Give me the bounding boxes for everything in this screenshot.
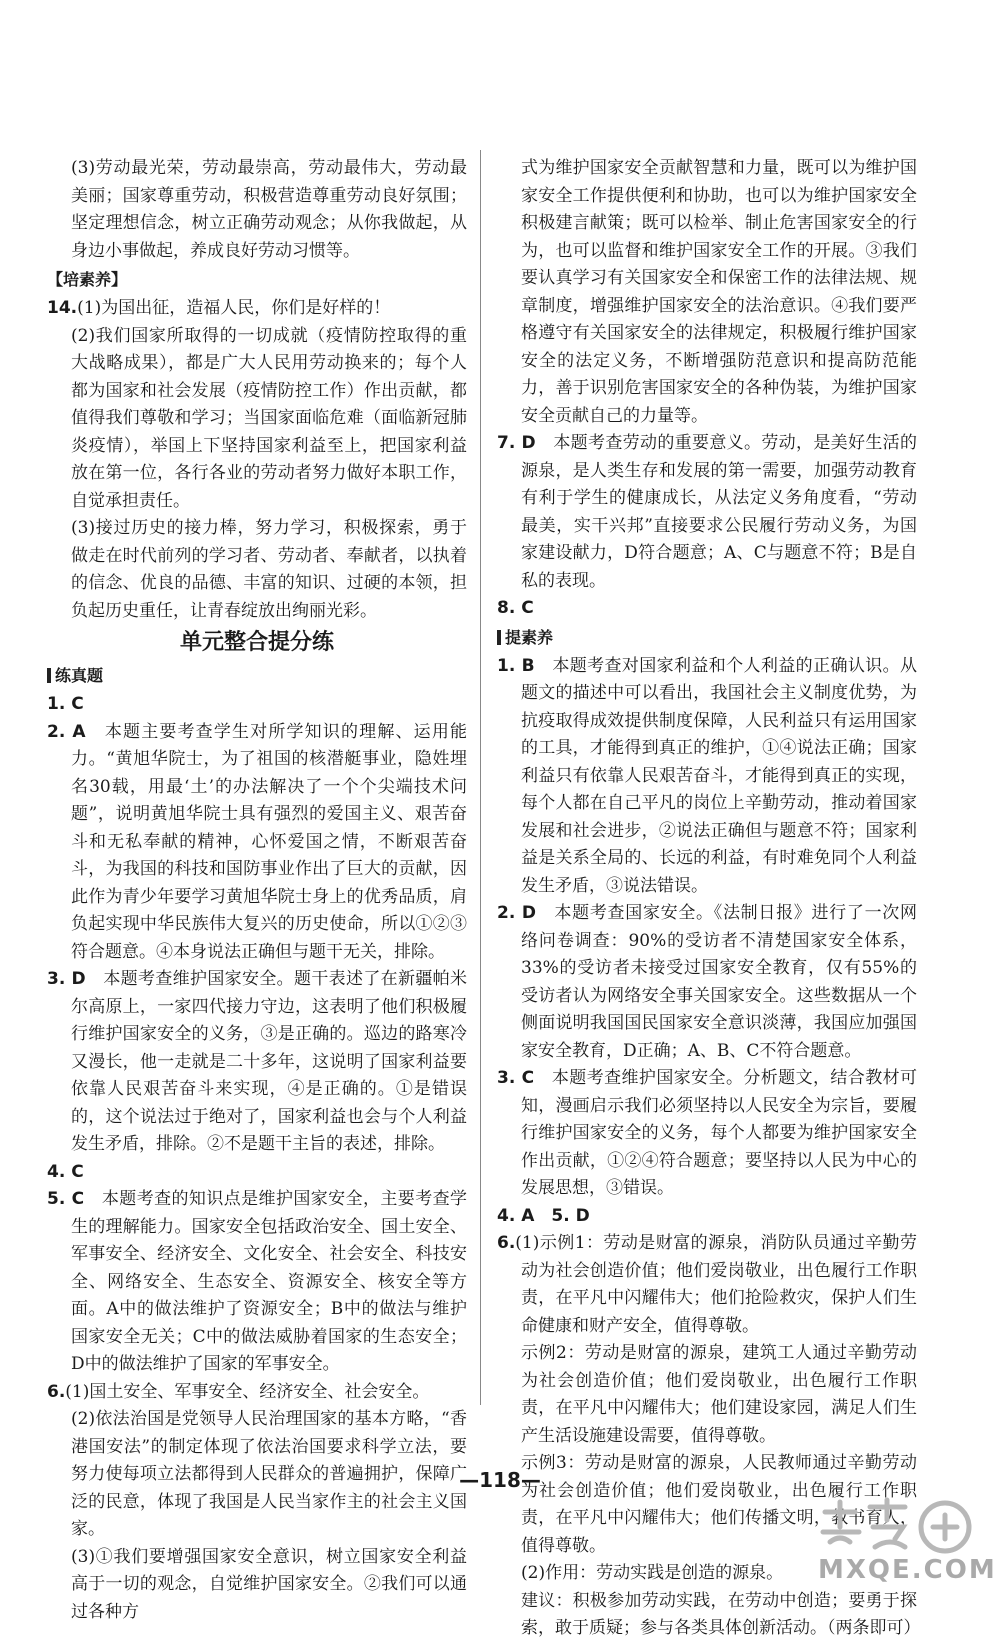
- right-column: [497, 155, 921, 1643]
- column-divider: [480, 150, 481, 1405]
- answer-text: 本题考查劳动的重要意义。劳动，是美好生活的源泉，是人类生存和发展的第一需要，加强劳动教育有利于学生的健康成长，从法定义务角度看，“劳动最美，实干兴邦”直接要求公民履行劳动义务，为国家建设献力，D符合题意；A、C与题意不符；B是自私的表现。: [521, 433, 917, 591]
- answer-text: 示例2：劳动是财富的源泉，建筑工人通过辛勤劳动为社会创造价值；他们爱岗敬业，出色履行工作职责，在平凡中闪耀伟大；他们建设家园，满足人们生产生活设施建设需要，值得尊敬。: [521, 1343, 917, 1446]
- answer-text: 本题考查维护国家安全。题干表述了在新疆帕米尔高原上，一家四代接力守边，这表明了他们积极履行维护国家安全的义务，③是正确的。巡边的路寒冷又漫长，他一走就是二十多年，这说明了国家利益要依靠人民艰苦奋斗来实现，④是正确的。①是错误的，这个说法过于绝对了，国家利益也会与个人利益发生矛盾，排除。②不是题干主旨的表述，排除。: [71, 969, 467, 1154]
- answer-paragraph: [497, 155, 917, 430]
- answer-item: [47, 719, 467, 967]
- heading-text: 练真题: [55, 666, 104, 685]
- answer-paragraph: [47, 1544, 467, 1627]
- answer-item: [47, 1159, 467, 1187]
- left-column: [47, 155, 467, 1626]
- answer-text: 本题主要考查学生对所学知识的理解、运用能力。“黄旭华院士，为了祖国的核潜艇事业，隐姓埋名30载，用最‘土’的办法解决了一个个尖端技术问题”，说明黄旭华院士具有强烈的爱国主义、艰苦奋斗和无私奉献的精神，心怀爱国之情，不断艰苦奋斗，为我国的科技和国防事业作出了巨大的贡献，因此作为青少年要学习黄旭华院士身上的优秀品质，肩负起实现中华民族伟大复兴的历史使命，所以①②③符合题意。④本身说法正确但与题干无关，排除。: [71, 721, 467, 962]
- answer-paragraph: [47, 155, 467, 265]
- subsection-heading: [47, 662, 467, 690]
- answer-text: 建议：积极参加劳动实践，在劳动中创造；要勇于探索，敢于质疑；参与各类具体创新活动。（两条即可）: [521, 1590, 921, 1638]
- question-number: 14.: [47, 298, 78, 318]
- answer-text: (1)为国出征，造福人民，你们是好样的！: [77, 298, 391, 318]
- question-number: 6.: [47, 1381, 66, 1402]
- subsection-heading: [47, 266, 467, 294]
- answer-text: (2)我们国家所取得的一切成就（疫情防控取得的重大战略成果），都是广大人民用劳动换来的；每个人都为国家和社会发展（疫情防控工作）作出贡献，都值得我们尊敬和学习；当国家面临危难（面临新冠肺炎疫情），举国上下坚持国家利益至上，把国家利益放在第一位，各行各业的劳动者努力做好本职工作，自觉承担责任。: [71, 325, 467, 511]
- answer-text: (2)作用：劳动实践是创造的源泉。: [521, 1563, 784, 1583]
- answer-item: [497, 1203, 917, 1231]
- answer-text: 本题考查的知识点是维护国家安全，主要考查学生的理解能力。国家安全包括政治安全、国土安全、军事安全、经济安全、文化安全、社会安全、科技安全、网络安全、生态安全、资源安全、核安全等方面。A中的做法维护了资源安全；B中的做法与维护国家安全无关；C中的做法威胁着国家的生态安全；D中的做法维护了国家的军事安全。: [71, 1189, 468, 1374]
- answer-item: [47, 1379, 467, 1407]
- answer-paragraph: [47, 515, 467, 625]
- answer-item: [497, 595, 917, 623]
- answer-paragraph: [47, 323, 467, 516]
- subsection-heading: [497, 624, 917, 652]
- answer-text: 示例3：劳动是财富的源泉，人民教师通过辛勤劳动为社会创造价值；他们爱岗敬业，出色履行工作职责，在平凡中闪耀伟大；他们传播文明，教书育人，值得尊敬。: [521, 1453, 917, 1556]
- answer-item: [47, 691, 467, 719]
- answer-text: (1)示例1：劳动是财富的源泉，消防队员通过辛勤劳动为社会创造价值；他们爱岗敬业，出色履行工作职责，在平凡中闪耀伟大；他们抢险救灾，保护人们生命健康和财产安全，值得尊敬。: [515, 1233, 917, 1336]
- answer-text: (2)依法治国是党领导人民治理国家的基本方略，“香港国安法”的制定体现了依法治国要求科学立法，要努力使每项立法都得到人民群众的普遍拥护，保障广泛的民意，体现了我国是人民当家作主的社会主义国家。: [71, 1409, 467, 1539]
- answer-item: [497, 430, 917, 595]
- answer-text: (1)国土安全、军事安全、经济安全、社会安全。: [65, 1381, 430, 1402]
- heading-text: 提素养: [505, 627, 554, 647]
- answer-item: [497, 653, 917, 901]
- answer-item: [47, 295, 467, 323]
- heading-bar-icon: [497, 630, 501, 645]
- answer-item: [497, 1065, 917, 1203]
- answer-paragraph: [497, 1588, 921, 1643]
- answer-item: [497, 900, 917, 1065]
- answer-text: 本题考查维护国家安全。分析题文，结合教材可知，漫画启示我们必须坚持以人民安全为宗旨，要履行维护国家安全的义务，每个人都要为维护国家安全作出贡献，①②④符合题意；要坚持以人民为中心的发展思想，③错误。: [521, 1068, 918, 1198]
- answer-item: [497, 1230, 917, 1340]
- answer-item: [47, 1186, 467, 1379]
- heading-bar-icon: [47, 668, 51, 683]
- answer-text: 本题考查对国家利益和个人利益的正确认识。从题文的描述中可以看出，我国社会主义制度优势，为抗疫取得成效提供制度保障，人民利益只有运用国家的工具，才能得到真正的维护，①④说法正确；国家利益只有依靠人民艰苦奋斗，才能得到真正的实现，每个人都在自己平凡的岗位上辛勤劳动，推动着国家发展和社会进步，②说法正确但与题意不符；国家利益是关系全局的、长远的利益，有时难免同个人利益发生矛盾，③说法错误。: [521, 655, 917, 896]
- answer-text: (3)接过历史的接力棒，努力学习，积极探索，勇于做走在时代前列的学习者、劳动者、奉献者，以执着的信念、优良的品德、丰富的知识、过硬的本领，担负起历史重任，让青春绽放出绚丽光彩。: [71, 518, 467, 621]
- question-number: 2. D: [497, 903, 537, 923]
- question-number: 4. C: [47, 1161, 84, 1182]
- watermark-text: MXQE.COM: [818, 1555, 997, 1585]
- page-number: —118—: [459, 1468, 541, 1492]
- question-number: 8. C: [497, 598, 534, 618]
- answer-paragraph: [497, 1340, 917, 1450]
- answer-item: [47, 966, 467, 1159]
- question-number: 6.: [497, 1233, 516, 1253]
- question-number: 3. D: [47, 969, 86, 989]
- answer-text: 本题考查国家安全。《法制日报》进行了一次网络问卷调查：90%的受访者不清楚国家安全体系，33%的受访者未接受过国家安全教育，仅有55%的受访者认为网络安全事关国家安全。这些数据从一个侧面说明我国国民国家安全意识淡薄，我国应加强国家安全教育，D正确；A、B、C不符合题意。: [521, 903, 917, 1061]
- heading-text: 【培素养】: [47, 270, 128, 289]
- question-number: 2. A: [47, 721, 86, 742]
- question-number: 7. D: [497, 433, 536, 453]
- question-number: 5. C: [47, 1189, 85, 1209]
- question-number: 1. B: [497, 655, 535, 676]
- question-number: 1. C: [47, 694, 84, 714]
- section-title: 单元整合提分练: [179, 630, 334, 655]
- question-number: 3. C: [497, 1068, 535, 1088]
- answer-text: 式为维护国家安全贡献智慧和力量，既可以为维护国家安全工作提供便利和协助，也可以为维护国家安全积极建言献策；既可以检举、制止危害国家安全的行为，也可以监督和维护国家安全工作的开展。③我们要认真学习有关国家安全和保密工作的法律法规、规章制度，增强维护国家安全的法治意识。④我们要严格遵守有关国家安全的法律规定，积极履行维护国家安全的法定义务，不断增强防范意识和提高防范能力，善于识别危害国家安全的各种伪装，为维护国家安全贡献自己的力量等。: [521, 158, 917, 426]
- question-number: 4. A 5. D: [497, 1205, 590, 1226]
- answer-text: (3)劳动最光荣，劳动最崇高，劳动最伟大，劳动最美丽；国家尊重劳动，积极营造尊重劳动良好氛围；坚定理想信念，树立正确劳动观念；从你我做起，从身边小事做起，养成良好劳动习惯等。: [71, 158, 467, 261]
- answer-text: (3)①我们要增强国家安全意识，树立国家安全利益高于一切的观念，自觉维护国家安全。②我们可以通过各种方: [71, 1546, 467, 1622]
